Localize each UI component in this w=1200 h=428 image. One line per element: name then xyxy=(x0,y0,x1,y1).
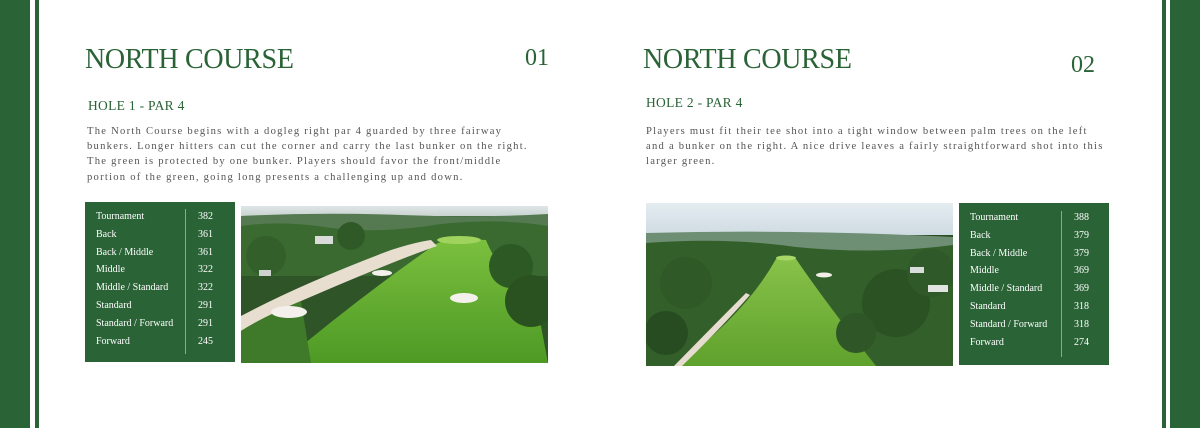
tee-yardage: 318 xyxy=(1074,301,1089,312)
yardage-row xyxy=(959,230,1109,247)
tee-yardage: 379 xyxy=(1074,247,1089,259)
yardage-row xyxy=(85,336,235,353)
yardage-row xyxy=(85,247,235,264)
tee-name: Standard / Forward xyxy=(96,317,174,329)
page-number: 02 xyxy=(1071,52,1095,78)
yardage-row xyxy=(959,301,1109,318)
tee-name: Middle xyxy=(96,264,125,276)
tee-yardage: 379 xyxy=(1074,229,1089,241)
yardage-row xyxy=(85,264,235,281)
yardage-row xyxy=(85,300,235,317)
tee-yardage: 274 xyxy=(1074,336,1089,348)
left-edge-stripe xyxy=(35,0,39,428)
course-title: NORTH COURSE xyxy=(85,44,294,75)
yardage-row xyxy=(959,248,1109,265)
tee-name: Middle xyxy=(970,265,999,277)
tee-name: Back xyxy=(96,228,117,240)
tee-name: Forward xyxy=(970,336,1004,348)
tee-name: Back / Middle xyxy=(970,247,1028,259)
yardage-row xyxy=(85,229,235,246)
hole-description: Players must fit their tee shot into a tight window between palm trees on the left and a bunker on the right. A nice drive leaves a fairly straightforward shot into this larger green. xyxy=(646,126,1104,168)
yardage-row xyxy=(959,319,1109,336)
yardage-row xyxy=(85,211,235,228)
tee-yardage: 322 xyxy=(198,264,213,276)
hole-2-aerial-photo xyxy=(646,203,953,366)
tee-yardage: 245 xyxy=(198,335,213,347)
hole-description: The North Course begins with a dogleg right par 4 guarded by three fairway bunkers. Longer hitters can cut the corner and carry the last bunker on the right. The green is protected by one bunker. Players should favor the front/middle portion of the green, going long presents a challenging up and down. xyxy=(87,126,528,183)
tee-yardage: 318 xyxy=(1074,318,1089,330)
tee-yardage: 361 xyxy=(198,246,213,258)
hole-heading: HOLE 1 - PAR 4 xyxy=(88,98,185,113)
yardage-table xyxy=(959,203,1109,365)
tee-name: Middle / Standard xyxy=(96,282,169,294)
tee-name: Standard xyxy=(96,300,132,311)
yardage-row xyxy=(85,318,235,335)
tee-yardage: 369 xyxy=(1074,265,1089,277)
course-title: NORTH COURSE xyxy=(643,44,852,75)
tee-yardage: 291 xyxy=(198,317,213,329)
yardage-row xyxy=(85,282,235,299)
tee-yardage: 322 xyxy=(198,282,213,294)
hole-heading: HOLE 2 - PAR 4 xyxy=(646,95,743,110)
tee-name: Middle / Standard xyxy=(970,283,1043,295)
tee-yardage: 382 xyxy=(198,211,213,222)
yardage-row xyxy=(959,265,1109,282)
tee-yardage: 361 xyxy=(198,228,213,240)
tee-name: Standard xyxy=(970,301,1006,312)
tee-yardage: 291 xyxy=(198,300,213,311)
page-number: 01 xyxy=(525,45,549,71)
yardage-table xyxy=(85,202,235,362)
right-edge-stripe xyxy=(1162,0,1166,428)
tee-name: Back xyxy=(970,229,991,241)
tee-name: Standard / Forward xyxy=(970,318,1048,330)
tee-name: Tournament xyxy=(96,211,145,222)
yardage-row xyxy=(959,337,1109,354)
tee-yardage: 369 xyxy=(1074,283,1089,295)
hole-1-aerial-photo xyxy=(241,206,548,363)
left-edge-band xyxy=(0,0,30,428)
tee-name: Forward xyxy=(96,335,130,347)
yardage-row xyxy=(959,212,1109,229)
tee-name: Back / Middle xyxy=(96,246,154,258)
yardage-row xyxy=(959,283,1109,300)
tee-yardage: 388 xyxy=(1074,212,1089,223)
right-edge-band xyxy=(1170,0,1200,428)
tee-name: Tournament xyxy=(970,212,1019,223)
